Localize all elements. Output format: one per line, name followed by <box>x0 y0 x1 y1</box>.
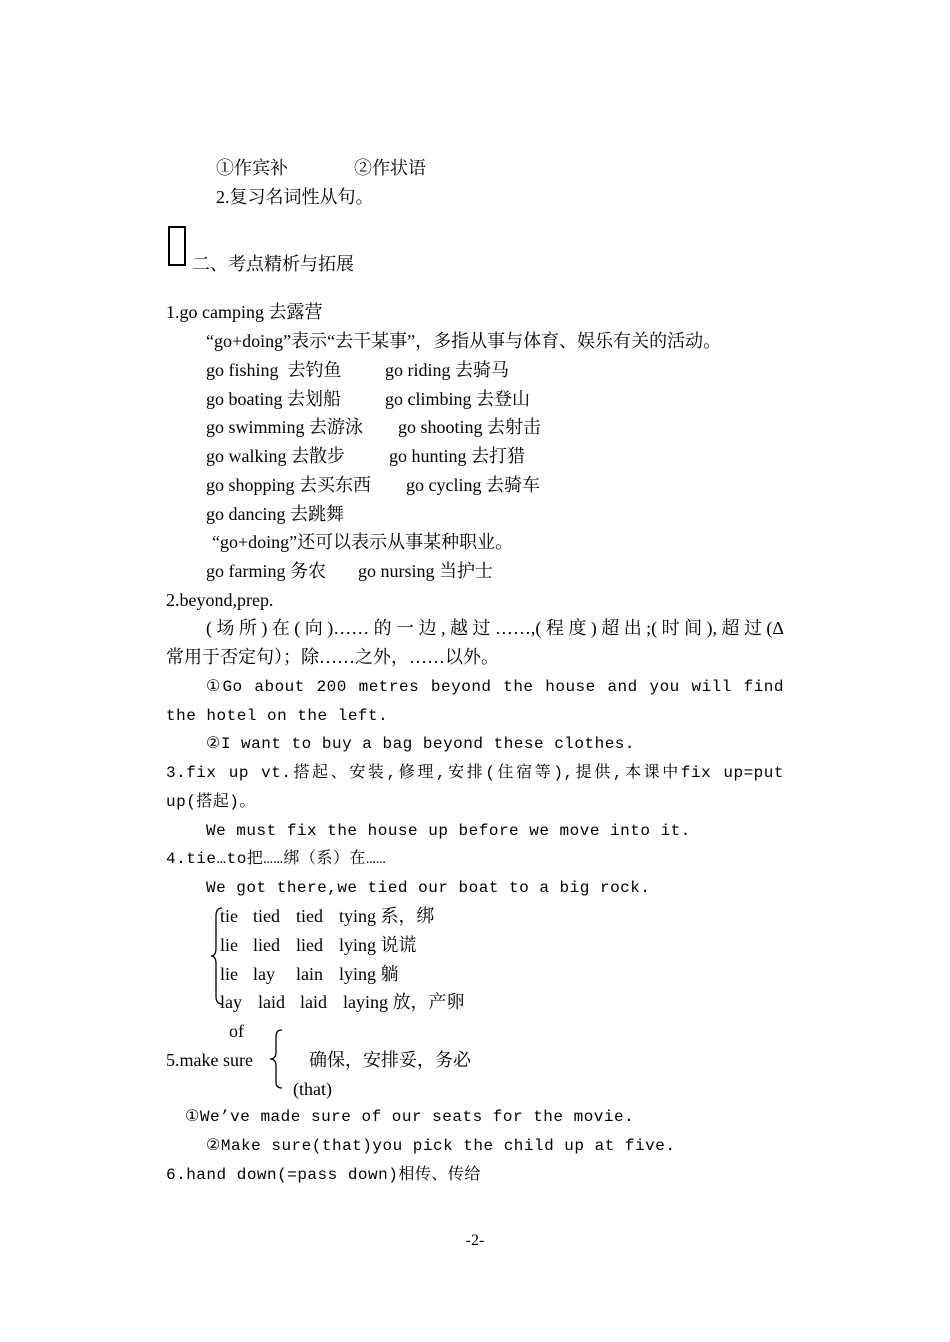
go-dancing: go dancing 去跳舞 <box>206 504 344 524</box>
go-cycling: go cycling 去骑车 <box>406 475 540 495</box>
form-participle: lain <box>296 964 323 984</box>
form-participle: lied <box>296 935 323 955</box>
go-shooting: go shooting 去射击 <box>398 417 542 437</box>
fixup-example: We must fix the house up before we move into it. <box>206 822 691 840</box>
go-climbing: go climbing 去登山 <box>385 389 530 409</box>
form-ing: laying 放，产卵 <box>343 992 465 1012</box>
beyond-definition-line2: 常用于否定句）；除……之外，……以外。 <box>166 647 499 667</box>
tie-example: We got there,we tied our boat to a big rock. <box>206 879 651 897</box>
beyond-example1-line1: ①Go about 200 metres beyond the house and you will find <box>206 678 784 696</box>
point1-description2: “go+doing”还可以表示从事某种职业。 <box>212 532 514 552</box>
go-nursing: go nursing 当护士 <box>358 561 493 581</box>
go-riding: go riding 去骑马 <box>385 360 509 380</box>
form-participle: tied <box>296 906 323 926</box>
point3-heading-line1: 3.fix up vt.搭起、安装,修理,安排(住宿等),提供,本课中fix up=put <box>166 764 784 782</box>
placeholder-box-icon <box>168 226 186 266</box>
go-hunting: go hunting 去打猎 <box>389 446 526 466</box>
point3-heading-line2: up(搭起)。 <box>166 793 256 811</box>
go-boating: go boating 去划船 <box>206 389 341 409</box>
item-adverbial: ②作状语 <box>354 158 426 178</box>
form-participle: laid <box>300 992 327 1012</box>
point1-heading: 1.go camping 去露营 <box>166 302 323 322</box>
go-shopping: go shopping 去买东西 <box>206 475 372 495</box>
beyond-example1-line2: the hotel on the left. <box>166 707 389 725</box>
go-walking: go walking 去散步 <box>206 446 345 466</box>
form-ing: tying 系，绑 <box>339 906 435 926</box>
form-past: laid <box>258 992 285 1012</box>
form-past: lied <box>253 935 280 955</box>
form-past: tied <box>253 906 280 926</box>
page-number: -2- <box>465 1232 485 1249</box>
go-farming: go farming 务农 <box>206 561 326 581</box>
form-ing: lying 躺 <box>339 964 399 984</box>
beyond-example2: ②I want to buy a bag beyond these clothes. <box>206 735 636 753</box>
review-noun-clauses: 2.复习名词性从句。 <box>216 187 374 207</box>
make-sure-example1: ①We’ve made sure of our seats for the movie. <box>185 1108 635 1126</box>
point4-heading: 4.tie…to把……绑（系）在…… <box>166 850 387 868</box>
form-base: lay <box>220 992 242 1012</box>
make-sure-that: (that) <box>293 1079 332 1099</box>
point2-heading: 2.beyond,prep. <box>166 590 274 610</box>
make-sure-brace <box>268 1028 284 1090</box>
make-sure-meaning: 确保，安排妥，务必 <box>309 1050 471 1070</box>
make-sure-example2: ②Make sure(that)you pick the child up at five. <box>206 1137 676 1155</box>
form-base: lie <box>220 964 238 984</box>
go-fishing: go fishing 去钓鱼 <box>206 360 342 380</box>
beyond-definition-line1: (场所)在(向)……的一边,越过……,(程度)超出;(时间),超过(Δ <box>206 618 784 638</box>
point1-description: “go+doing”表示“去干某事”，多指从事与体育、娱乐有关的活动。 <box>206 331 722 351</box>
form-past: lay <box>253 964 275 984</box>
form-ing: lying 说谎 <box>339 935 417 955</box>
make-sure-of: of <box>229 1021 244 1041</box>
point6-heading: 6.hand down(=pass down)相传、传给 <box>166 1166 481 1184</box>
form-base: lie <box>220 935 238 955</box>
section-heading: 二、考点精析与拓展 <box>192 254 354 274</box>
go-swimming: go swimming 去游泳 <box>206 417 364 437</box>
item-object-complement: ①作宾补 <box>216 158 288 178</box>
point5-heading: 5.make sure <box>166 1050 253 1070</box>
form-base: tie <box>220 906 238 926</box>
